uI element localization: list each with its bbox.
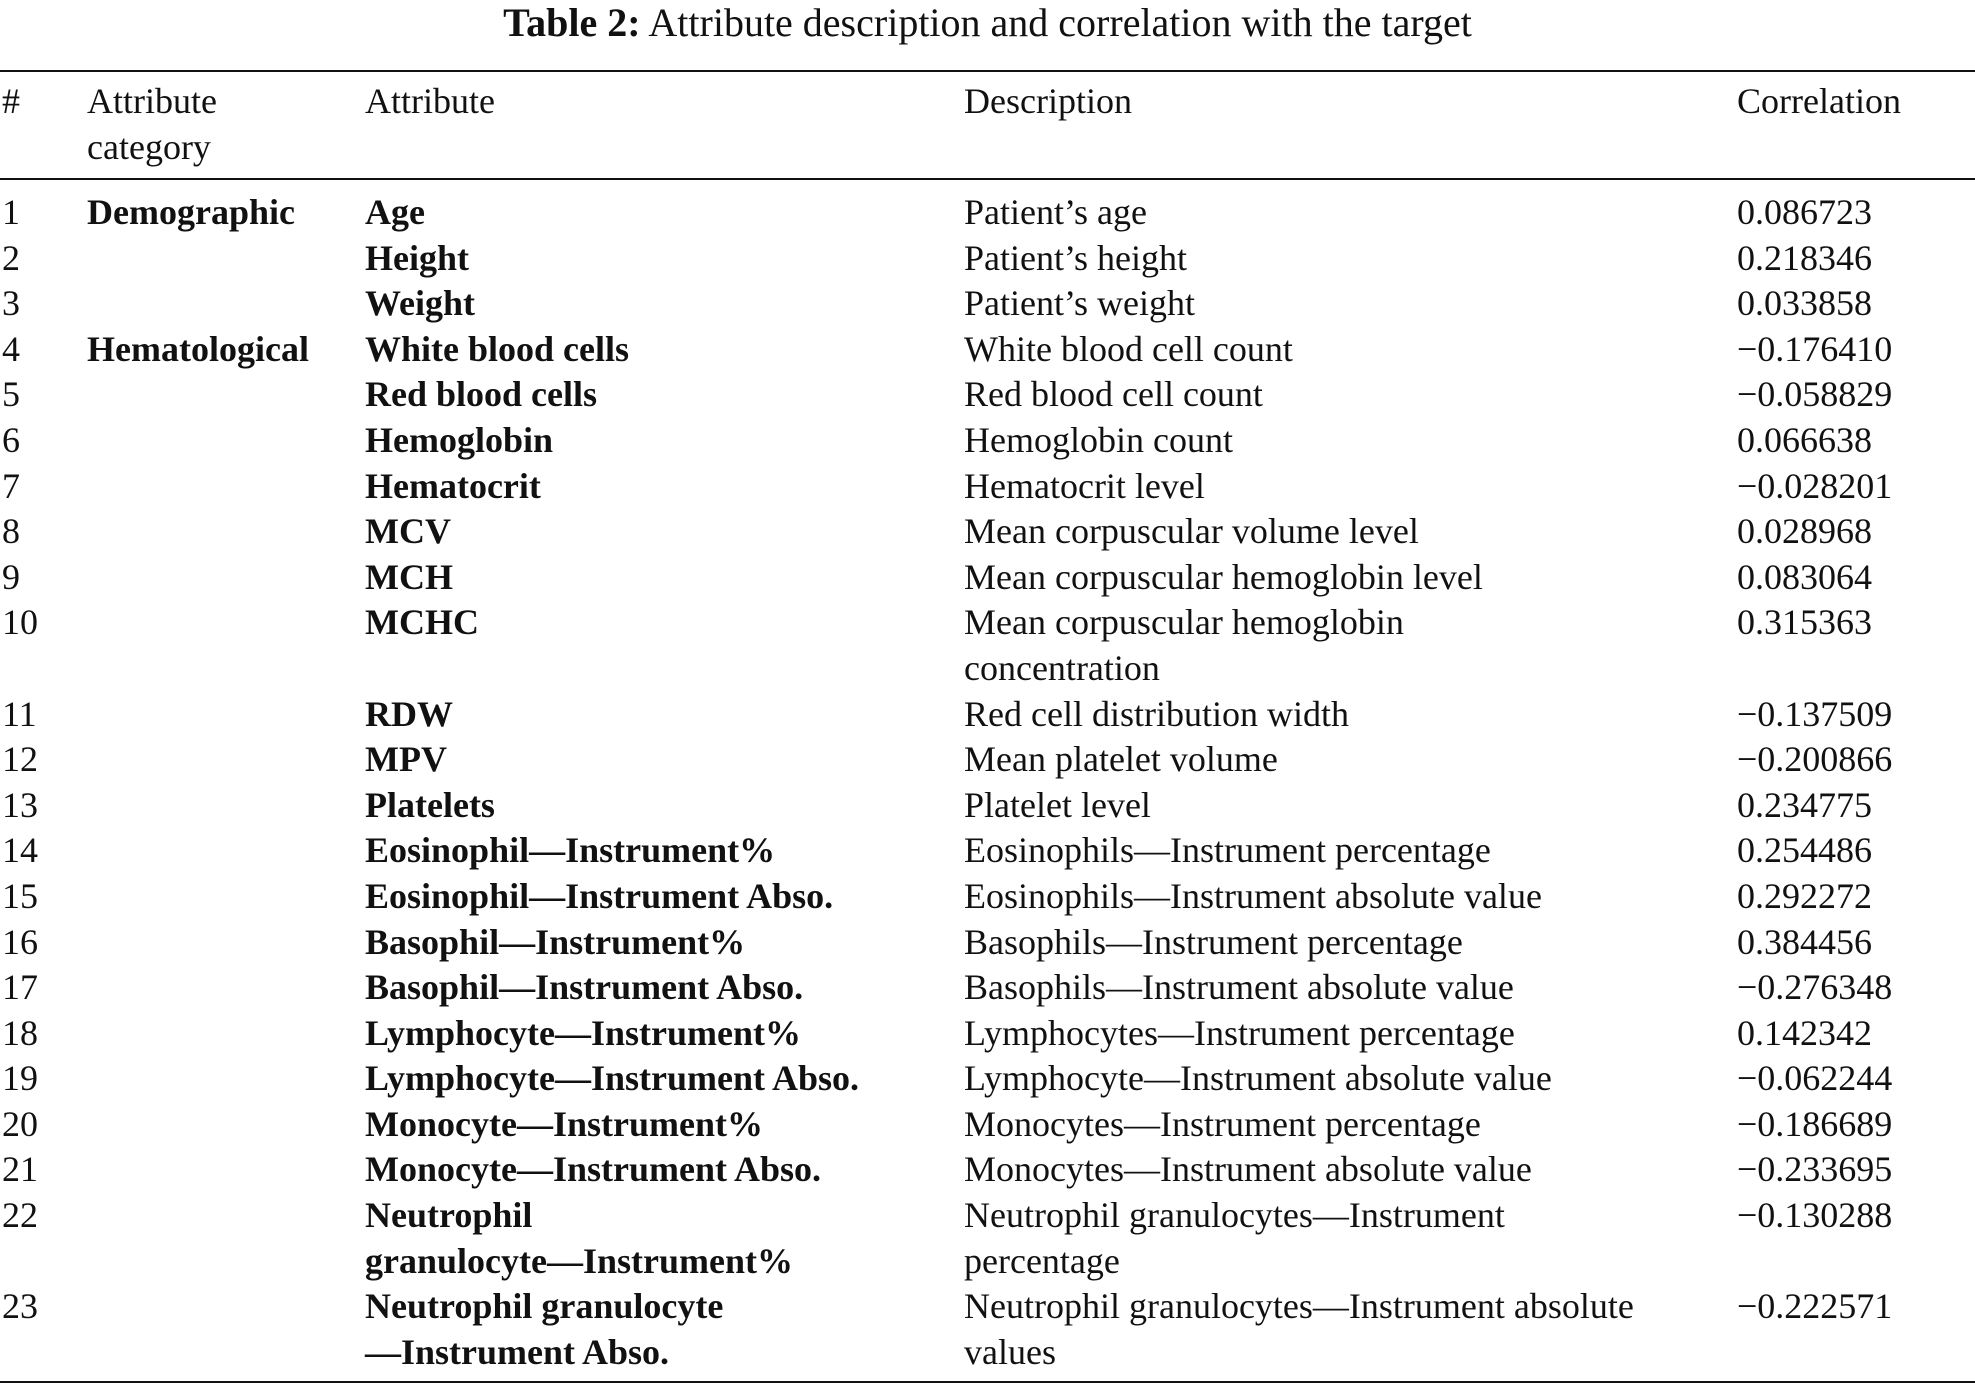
cell-correlation: 0.384456 — [1737, 921, 1872, 962]
cell-correlation: 0.028968 — [1737, 511, 1872, 552]
cell-number: 19 — [2, 1058, 38, 1099]
cell-attribute: Height — [365, 237, 469, 278]
cell-description: Eosinophils—Instrument percentage — [964, 830, 1491, 871]
cell-attribute: Monocyte—Instrument Abso. — [365, 1149, 821, 1190]
cell-attribute: Red blood cells — [365, 374, 598, 415]
table-row — [0, 464, 1975, 510]
cell-attribute-category — [87, 874, 365, 920]
cell-number: 21 — [2, 1149, 38, 1190]
cell-attribute: MCHC — [365, 602, 479, 643]
cell-correlation: −0.276348 — [1737, 967, 1893, 1008]
cell-attribute: MPV — [365, 739, 447, 780]
cell-description: Patient’s age — [964, 192, 1147, 232]
cell-correlation: −0.062244 — [1737, 1058, 1893, 1099]
cell-number: 20 — [2, 1103, 38, 1144]
cell-attribute-category — [87, 509, 365, 555]
cell-attribute: Neutrophil granulocyte —Instrument Abso. — [365, 1284, 964, 1382]
cell-attribute-category — [87, 600, 365, 691]
cell-attribute: Age — [365, 192, 425, 232]
cell-correlation: 0.142342 — [1737, 1012, 1872, 1053]
cell-description: Red cell distribution width — [964, 693, 1349, 734]
header-attribute: Attribute — [365, 71, 964, 179]
cell-number: 12 — [2, 739, 38, 780]
cell-description: Neutrophil granulocytes—Instrument percentage — [964, 1195, 1505, 1281]
cell-description: Lymphocyte—Instrument absolute value — [964, 1058, 1552, 1099]
cell-number: 13 — [2, 784, 38, 825]
cell-number: 10 — [2, 602, 38, 643]
cell-description: Basophils—Instrument percentage — [964, 921, 1463, 962]
cell-attribute: Hemoglobin — [365, 419, 554, 460]
table-row — [0, 828, 1975, 874]
table-row — [0, 179, 1975, 236]
cell-attribute-category — [87, 464, 365, 510]
cell-attribute-category — [87, 372, 365, 418]
cell-attribute-category — [87, 783, 365, 829]
cell-description: Patient’s height — [964, 237, 1187, 278]
table-row — [0, 509, 1975, 555]
header-attribute-category: Attribute category — [87, 71, 365, 179]
cell-correlation: −0.233695 — [1737, 1149, 1893, 1190]
cell-number: 22 — [2, 1195, 38, 1236]
cell-attribute-category — [87, 828, 365, 874]
cell-attribute: Basophil—Instrument Abso. — [365, 967, 804, 1008]
table-caption — [0, 0, 1975, 50]
attribute-table-container — [0, 70, 1975, 1383]
cell-attribute: RDW — [365, 693, 453, 734]
cell-attribute: Monocyte—Instrument% — [365, 1103, 763, 1144]
table-row — [0, 1056, 1975, 1102]
cell-attribute-category — [87, 965, 365, 1011]
cell-correlation: −0.028201 — [1737, 465, 1893, 506]
cell-correlation: −0.200866 — [1737, 739, 1893, 780]
cell-description: Eosinophils—Instrument absolute value — [964, 875, 1542, 916]
cell-attribute-category — [87, 1102, 365, 1148]
cell-number: 4 — [2, 328, 20, 369]
cell-correlation: 0.292272 — [1737, 875, 1872, 916]
table-header — [0, 71, 1975, 179]
table-row — [0, 920, 1975, 966]
cell-description: Monocytes—Instrument absolute value — [964, 1149, 1532, 1190]
cell-description: Red blood cell count — [964, 374, 1263, 415]
cell-correlation: −0.137509 — [1737, 693, 1893, 734]
cell-attribute-category — [87, 555, 365, 601]
cell-attribute: MCV — [365, 511, 451, 552]
cell-number: 14 — [2, 830, 38, 871]
header-row — [0, 71, 1975, 179]
cell-attribute-category: Demographic — [87, 192, 295, 232]
table-row — [0, 874, 1975, 920]
cell-description: Mean corpuscular hemoglobin concentration — [964, 602, 1404, 688]
table-caption-label: Table 2: — [503, 0, 641, 45]
cell-attribute: White blood cells — [365, 328, 630, 369]
table-row — [0, 1284, 1975, 1382]
cell-attribute-category — [87, 1284, 365, 1382]
cell-attribute-category — [87, 920, 365, 966]
table-row — [0, 1193, 1975, 1284]
cell-correlation: 0.218346 — [1737, 237, 1872, 278]
table-row — [0, 737, 1975, 783]
cell-number: 5 — [2, 374, 20, 415]
cell-description: Neutrophil granulocytes—Instrument absolute values — [964, 1284, 1737, 1382]
table-body — [0, 179, 1975, 1382]
cell-attribute: Hematocrit — [365, 465, 541, 506]
table-row — [0, 1011, 1975, 1057]
cell-correlation: 0.254486 — [1737, 830, 1872, 871]
cell-attribute: Eosinophil—Instrument% — [365, 830, 776, 871]
table-row — [0, 372, 1975, 418]
cell-attribute-category — [87, 737, 365, 783]
cell-description: Basophils—Instrument absolute value — [964, 967, 1514, 1008]
cell-number: 2 — [2, 237, 20, 278]
table-row — [0, 965, 1975, 1011]
table-caption-text: Attribute description and correlation with the target — [648, 0, 1472, 45]
cell-number: 17 — [2, 967, 38, 1008]
cell-attribute-category — [87, 1056, 365, 1102]
cell-attribute-category — [87, 1011, 365, 1057]
cell-correlation: 0.033858 — [1737, 283, 1872, 324]
table-row — [0, 281, 1975, 327]
cell-correlation: 0.234775 — [1737, 784, 1872, 825]
cell-attribute: Platelets — [365, 784, 495, 825]
cell-correlation: 0.066638 — [1737, 419, 1872, 460]
cell-number: 9 — [2, 556, 20, 597]
table-row — [0, 1102, 1975, 1148]
cell-attribute-category — [87, 692, 365, 738]
cell-correlation: −0.222571 — [1737, 1284, 1975, 1382]
cell-correlation: 0.086723 — [1737, 192, 1872, 232]
cell-correlation: −0.176410 — [1737, 328, 1893, 369]
cell-description: Monocytes—Instrument percentage — [964, 1103, 1481, 1144]
cell-attribute: MCH — [365, 556, 453, 597]
cell-number: 6 — [2, 419, 20, 460]
cell-description: Hemoglobin count — [964, 419, 1233, 460]
cell-number: 23 — [0, 1284, 87, 1382]
cell-correlation: 0.315363 — [1737, 602, 1872, 643]
table-row — [0, 1147, 1975, 1193]
cell-number: 3 — [2, 283, 20, 324]
cell-number: 16 — [2, 921, 38, 962]
cell-description: Mean corpuscular hemoglobin level — [964, 556, 1483, 597]
header-description: Description — [964, 71, 1737, 179]
table-row — [0, 692, 1975, 738]
table-row — [0, 327, 1975, 373]
header-correlation: Correlation — [1737, 71, 1975, 179]
cell-attribute: Neutrophil granulocyte—Instrument% — [365, 1195, 793, 1281]
cell-number: 15 — [2, 875, 38, 916]
cell-correlation: 0.083064 — [1737, 556, 1872, 597]
header-number: # — [0, 71, 87, 179]
cell-attribute: Weight — [365, 283, 476, 324]
cell-attribute-category — [87, 418, 365, 464]
cell-attribute-category — [87, 1193, 365, 1284]
cell-attribute-category — [87, 281, 365, 327]
cell-attribute: Lymphocyte—Instrument Abso. — [365, 1058, 860, 1099]
cell-correlation: −0.130288 — [1737, 1195, 1893, 1236]
cell-description: Mean platelet volume — [964, 739, 1278, 780]
cell-number: 11 — [2, 693, 37, 734]
cell-number: 1 — [2, 192, 20, 232]
cell-description: Patient’s weight — [964, 283, 1195, 324]
table-row — [0, 600, 1975, 691]
cell-description: Platelet level — [964, 784, 1151, 825]
table-row — [0, 236, 1975, 282]
table-row — [0, 418, 1975, 464]
cell-number: 8 — [2, 511, 20, 552]
table-row — [0, 555, 1975, 601]
table-row — [0, 783, 1975, 829]
cell-attribute: Lymphocyte—Instrument% — [365, 1012, 802, 1053]
cell-number: 7 — [2, 465, 20, 506]
cell-description: Hematocrit level — [964, 465, 1205, 506]
cell-attribute-category — [87, 1147, 365, 1193]
cell-attribute-category — [87, 236, 365, 282]
cell-correlation: −0.058829 — [1737, 374, 1893, 415]
cell-attribute-category: Hematological — [87, 328, 309, 369]
cell-description: White blood cell count — [964, 328, 1293, 369]
cell-correlation: −0.186689 — [1737, 1103, 1893, 1144]
cell-number: 18 — [2, 1012, 38, 1053]
cell-attribute: Basophil—Instrument% — [365, 921, 746, 962]
cell-attribute: Eosinophil—Instrument Abso. — [365, 875, 834, 916]
attribute-table — [0, 70, 1975, 1383]
cell-description: Mean corpuscular volume level — [964, 511, 1419, 552]
cell-description: Lymphocytes—Instrument percentage — [964, 1012, 1515, 1053]
